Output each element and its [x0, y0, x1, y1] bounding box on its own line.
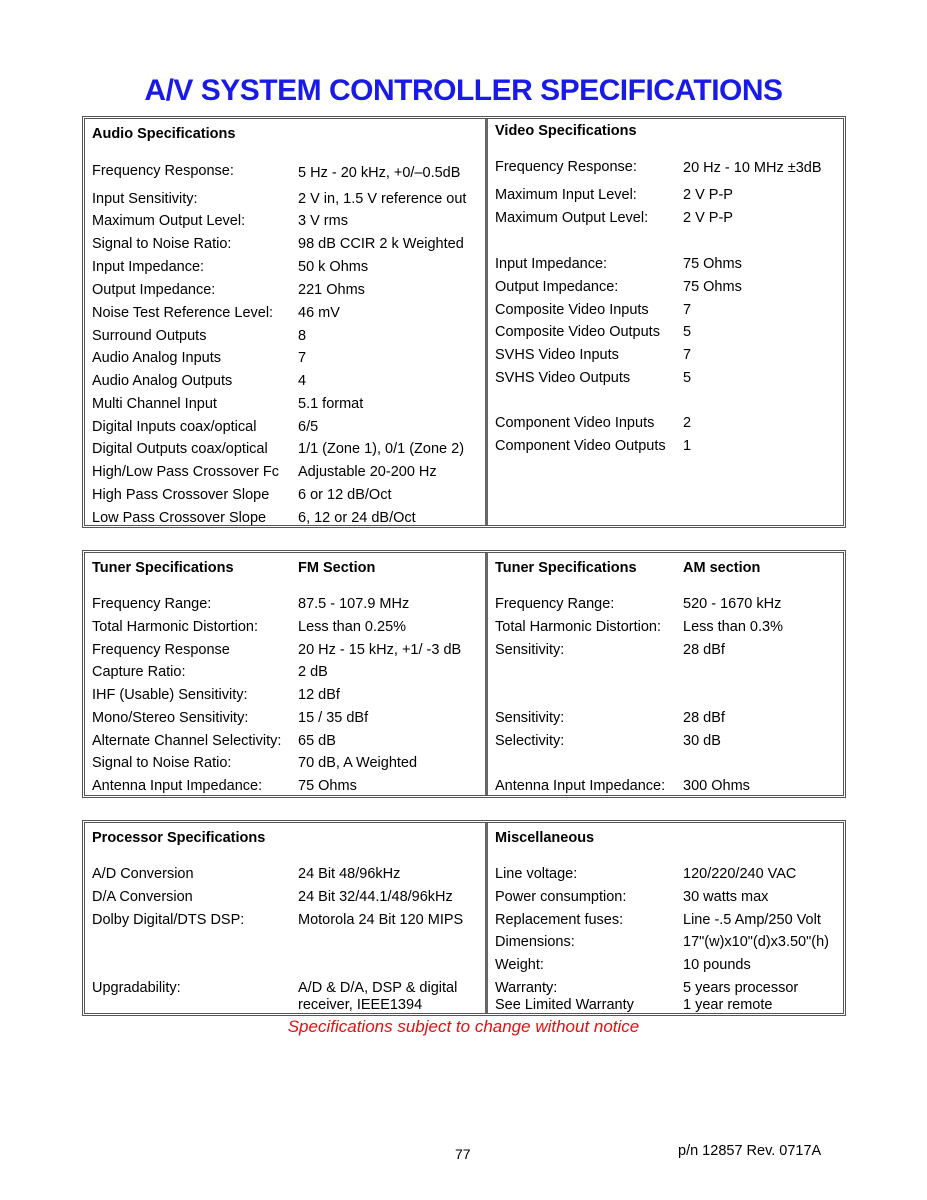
spec-label: Audio Analog Inputs — [92, 350, 221, 366]
spec-label: Composite Video Inputs — [495, 302, 649, 318]
spec-value: 75 Ohms — [683, 279, 742, 295]
spec-value: 30 dB — [683, 733, 721, 749]
spec-label: Frequency Response — [92, 642, 230, 658]
spec-label: Input Sensitivity: — [92, 191, 198, 207]
spec-label: D/A Conversion — [92, 889, 193, 905]
spec-label: Upgradability: — [92, 980, 181, 996]
page-title: A/V SYSTEM CONTROLLER SPECIFICATIONS — [144, 74, 783, 107]
spec-label: SVHS Video Inputs — [495, 347, 619, 363]
spec-label: Digital Inputs coax/optical — [92, 419, 257, 435]
spec-label: Surround Outputs — [92, 328, 207, 344]
spec-label: Sensitivity: — [495, 710, 565, 726]
spec-label: Frequency Range: — [495, 596, 615, 612]
spec-label: Weight: — [495, 957, 544, 973]
spec-label: Component Video Outputs — [495, 438, 666, 454]
spec-value: 520 - 1670 kHz — [683, 596, 782, 612]
section-heading: Tuner Specifications — [495, 560, 637, 576]
spec-label: Maximum Input Level: — [495, 187, 637, 203]
spec-label: A/D Conversion — [92, 866, 194, 882]
spec-value: Less than 0.3% — [683, 619, 783, 635]
spec-value: 5.1 format — [298, 396, 364, 412]
spec-value: receiver, IEEE1394 — [298, 997, 423, 1013]
spec-value: Less than 0.25% — [298, 619, 407, 635]
spec-value: 2 dB — [298, 664, 328, 680]
spec-label: Audio Analog Outputs — [92, 373, 233, 389]
video-specifications-section — [485, 119, 843, 525]
section-heading: Audio Specifications — [92, 126, 236, 142]
spec-label: High Pass Crossover Slope — [92, 487, 270, 503]
spec-label: High/Low Pass Crossover Fc — [92, 464, 279, 480]
spec-value: 7 — [683, 347, 692, 363]
spec-label: Component Video Inputs — [495, 415, 655, 431]
spec-label: Selectivity: — [495, 733, 565, 749]
spec-label: Line voltage: — [495, 866, 578, 882]
spec-value: 75 Ohms — [683, 256, 742, 272]
spec-label: Maximum Output Level: — [495, 210, 649, 226]
page-number: 77 — [455, 1146, 471, 1162]
spec-label: Sensitivity: — [495, 642, 565, 658]
section-subheading: FM Section — [298, 560, 376, 576]
spec-label: Input Impedance: — [92, 259, 205, 275]
spec-value: 98 dB CCIR 2 k Weighted — [298, 236, 464, 252]
section-subheading: AM section — [683, 560, 761, 576]
spec-value: 24 Bit 48/96kHz — [298, 866, 401, 882]
section-heading: Video Specifications — [495, 123, 637, 139]
miscellaneous-section — [485, 823, 843, 1013]
spec-label: Total Harmonic Distortion: — [495, 619, 661, 635]
spec-value: 6/5 — [298, 419, 319, 435]
spec-value: 221 Ohms — [298, 282, 365, 298]
spec-value: 5 Hz - 20 kHz, +0/–0.5dB — [298, 165, 461, 181]
spec-label: Noise Test Reference Level: — [92, 305, 274, 321]
spec-label: Composite Video Outputs — [495, 324, 660, 340]
spec-value: 65 dB — [298, 733, 336, 749]
spec-label: Maximum Output Level: — [92, 213, 246, 229]
spec-label: Alternate Channel Selectivity: — [92, 733, 282, 749]
spec-label: Digital Outputs coax/optical — [92, 441, 268, 457]
spec-label: Power consumption: — [495, 889, 627, 905]
spec-value: Adjustable 20-200 Hz — [298, 464, 437, 480]
section-heading: Tuner Specifications — [92, 560, 234, 576]
spec-value: 17"(w)x10"(d)x3.50"(h) — [683, 934, 829, 950]
spec-value: 2 V P-P — [683, 187, 733, 203]
spec-value: 15 / 35 dBf — [298, 710, 369, 726]
spec-label: Dimensions: — [495, 934, 575, 950]
spec-label: Frequency Range: — [92, 596, 212, 612]
spec-label: Frequency Response: — [495, 159, 637, 175]
spec-label: Signal to Noise Ratio: — [92, 755, 232, 771]
spec-value: 10 pounds — [683, 957, 751, 973]
tuner-spec-table — [82, 550, 846, 798]
spec-label: Multi Channel Input — [92, 396, 217, 412]
spec-label: IHF (Usable) Sensitivity: — [92, 687, 248, 703]
spec-value: 1 — [683, 438, 692, 454]
spec-value: 70 dB, A Weighted — [298, 755, 418, 771]
spec-label: Replacement fuses: — [495, 912, 624, 928]
spec-value: 2 V P-P — [683, 210, 733, 226]
spec-value: 12 dBf — [298, 687, 340, 703]
spec-value: 6 or 12 dB/Oct — [298, 487, 392, 503]
spec-value: 24 Bit 32/44.1/48/96kHz — [298, 889, 453, 905]
spec-label: Total Harmonic Distortion: — [92, 619, 258, 635]
spec-value: 20 Hz - 15 kHz, +1/ -3 dB — [298, 642, 462, 658]
spec-value: 120/220/240 VAC — [683, 866, 797, 882]
spec-value: Line -.5 Amp/250 Volt — [683, 912, 821, 928]
spec-value: 3 V rms — [298, 213, 348, 229]
spec-label: Dolby Digital/DTS DSP: — [92, 912, 245, 928]
spec-value: 7 — [683, 302, 692, 318]
section-heading: Processor Specifications — [92, 830, 266, 846]
audio-specifications-section — [85, 119, 485, 525]
spec-label: Capture Ratio: — [92, 664, 186, 680]
spec-label: Signal to Noise Ratio: — [92, 236, 232, 252]
audio-video-spec-table — [82, 116, 846, 528]
spec-label: Output Impedance: — [495, 279, 619, 295]
tuner-am-section — [485, 553, 843, 795]
spec-value: 4 — [298, 373, 307, 389]
section-heading: Miscellaneous — [495, 830, 595, 846]
spec-value: 28 dBf — [683, 642, 725, 658]
spec-label: Output Impedance: — [92, 282, 216, 298]
spec-value: A/D & D/A, DSP & digital — [298, 980, 458, 996]
spec-value: 30 watts max — [683, 889, 769, 905]
spec-label: Input Impedance: — [495, 256, 608, 272]
spec-value: 46 mV — [298, 305, 340, 321]
spec-label: Antenna Input Impedance: — [495, 778, 666, 794]
warranty-link-text: See Limited Warranty — [495, 997, 634, 1013]
spec-value: 20 Hz - 10 MHz ±3dB — [683, 160, 822, 176]
spec-value: 300 Ohms — [683, 778, 750, 794]
part-number: p/n 12857 Rev. 0717A — [678, 1143, 822, 1159]
spec-label: Low Pass Crossover Slope — [92, 510, 267, 526]
spec-value: 50 k Ohms — [298, 259, 369, 275]
spec-value: Motorola 24 Bit 120 MIPS — [298, 912, 464, 928]
spec-label: Frequency Response: — [92, 163, 234, 179]
spec-value: 5 years processor — [683, 980, 799, 996]
spec-value: 6, 12 or 24 dB/Oct — [298, 510, 416, 526]
spec-value: 2 — [683, 415, 692, 431]
spec-value: 5 — [683, 324, 692, 340]
processor-misc-spec-table — [82, 820, 846, 1016]
spec-value: 5 — [683, 370, 692, 386]
spec-label: SVHS Video Outputs — [495, 370, 631, 386]
spec-value: 1 year remote — [683, 997, 773, 1013]
spec-value: 7 — [298, 350, 307, 366]
spec-value: 8 — [298, 328, 307, 344]
tuner-fm-section — [85, 553, 485, 795]
spec-value: 28 dBf — [683, 710, 725, 726]
disclaimer-note: Specifications subject to change without notice — [287, 1017, 640, 1036]
processor-specifications-section — [85, 823, 485, 1013]
spec-value: 2 V in, 1.5 V reference out — [298, 191, 467, 207]
spec-value: 1/1 (Zone 1), 0/1 (Zone 2) — [298, 441, 465, 457]
spec-label: Warranty: — [495, 980, 558, 996]
spec-value: 87.5 - 107.9 MHz — [298, 596, 410, 612]
spec-value: 75 Ohms — [298, 778, 357, 794]
spec-label: Mono/Stereo Sensitivity: — [92, 710, 249, 726]
spec-label: Antenna Input Impedance: — [92, 778, 263, 794]
